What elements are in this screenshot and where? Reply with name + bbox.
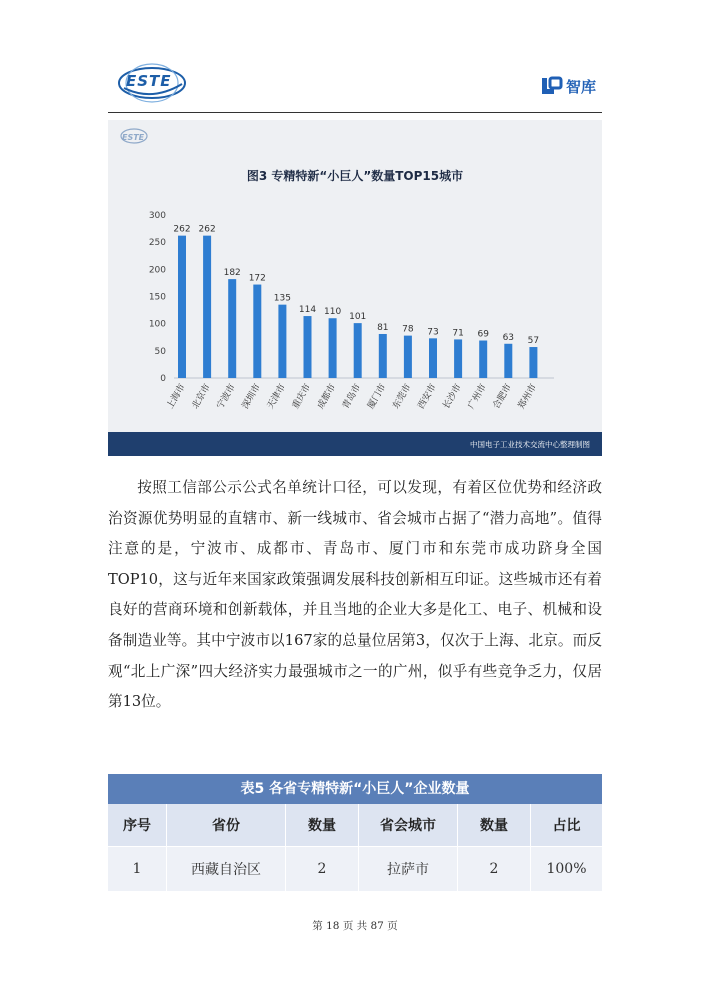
bar <box>404 336 412 378</box>
chart-watermark-text: ESTE <box>122 133 145 142</box>
y-tick-label: 250 <box>148 238 166 249</box>
table-title: 表5 各省专精特新“小巨人”企业数量 <box>108 774 602 804</box>
header-divider <box>108 112 602 113</box>
bars <box>173 225 539 378</box>
col-header-count: 数量 <box>286 804 359 847</box>
cell-count: 2 <box>286 847 359 892</box>
bar-value-label: 262 <box>173 224 191 235</box>
col-header-index: 序号 <box>108 804 167 847</box>
cell-capital-count: 2 <box>458 847 531 892</box>
category-label: 北京市 <box>190 382 213 411</box>
bar <box>379 334 387 378</box>
bar-value-label: 114 <box>298 305 317 316</box>
bar <box>278 305 286 378</box>
body-text <box>108 473 602 718</box>
bar <box>454 339 462 378</box>
table-header-row <box>108 804 602 847</box>
y-tick-label: 300 <box>148 211 166 221</box>
bar <box>178 236 186 378</box>
category-label: 重庆市 <box>290 382 314 411</box>
bar <box>253 285 261 378</box>
chart-panel <box>108 120 602 456</box>
category-label: 长沙市 <box>441 382 464 411</box>
chart-watermark-logo <box>121 129 147 143</box>
bar-value-label: 81 <box>377 322 389 333</box>
bar <box>329 318 337 378</box>
bar-value-label: 71 <box>452 328 464 339</box>
bar <box>479 341 487 378</box>
bar-value-label: 135 <box>273 293 291 304</box>
table-row <box>108 847 602 892</box>
col-header-capital-count: 数量 <box>458 804 531 847</box>
category-label: 青岛市 <box>341 382 364 411</box>
y-tick-label: 150 <box>148 292 166 303</box>
cell-index: 1 <box>108 847 167 892</box>
category-label: 成都市 <box>316 382 339 411</box>
page-footer: 第 18 页 共 87 页 <box>312 920 398 932</box>
y-tick-label: 50 <box>154 346 166 357</box>
bar-value-label: 110 <box>324 307 342 318</box>
bar <box>504 344 512 378</box>
body-paragraph: 按照工信部公示公式名单统计口径，可以发现，有着区位优势和经济政治资源优势明显的直辖市、新一线城市、省会城市占据了“潜力高地”。值得注意的是，宁波市、成都市、青岛市、厦门市和东莞市成功跻身全国TOP10，这与近年来国家政策强调发展科技创新相互印证。这些城市还有着良好的营商环境和创新载体，并且当地的企业大多是化工、电子、机械和设备制造业等。其中宁波市以167家的总量位居第3，仅次于上海、北京。而反观“北上广深”四大经济实力最强城市之一的广州，似乎有些竞争乏力，仅居第13位。 <box>108 479 602 711</box>
bar <box>354 323 362 378</box>
este-logo-text: ESTE <box>126 72 172 90</box>
bar <box>203 236 211 378</box>
zhiku-logo-icon <box>541 75 563 97</box>
zhiku-logo-text: 智库 <box>565 77 596 96</box>
bar-value-label: 57 <box>527 336 540 347</box>
chart-title: 图3 专精特新“小巨人”数量TOP15城市 <box>246 169 464 183</box>
category-label: 宁波市 <box>215 382 238 411</box>
y-tick-label: 200 <box>148 265 166 276</box>
category-label: 合肥市 <box>491 382 514 411</box>
bar-value-label: 63 <box>502 332 515 343</box>
category-label: 西安市 <box>416 382 439 411</box>
bar-chart <box>108 120 602 456</box>
bar <box>304 316 312 378</box>
bar-value-label: 78 <box>402 324 414 335</box>
bar-value-label: 69 <box>477 329 489 340</box>
chart-source: 中国电子工业技术交流中心整理制图 <box>470 440 590 449</box>
category-label: 天津市 <box>265 382 288 411</box>
este-logo <box>114 58 190 104</box>
category-label: 厦门市 <box>366 382 389 411</box>
bar <box>529 347 537 378</box>
page-header <box>108 54 602 112</box>
province-table <box>108 774 602 891</box>
col-header-ratio: 占比 <box>531 804 603 847</box>
category-label: 深圳市 <box>240 382 263 411</box>
category-label: 上海市 <box>165 382 188 411</box>
category-label: 郑州市 <box>516 382 539 411</box>
cell-capital: 拉萨市 <box>359 847 458 892</box>
bar-value-label: 101 <box>349 312 367 323</box>
bar-value-label: 172 <box>248 273 266 284</box>
category-label: 广州市 <box>466 382 489 411</box>
col-header-capital: 省会城市 <box>359 804 458 847</box>
x-axis-labels <box>164 382 539 411</box>
bar-value-label: 262 <box>198 224 216 235</box>
bar-value-label: 73 <box>427 327 439 338</box>
bar <box>228 279 236 378</box>
category-label: 东莞市 <box>391 382 414 411</box>
y-tick-label: 0 <box>160 374 166 384</box>
col-header-province: 省份 <box>167 804 286 847</box>
zhiku-logo <box>541 74 596 98</box>
y-tick-label: 100 <box>148 319 166 330</box>
cell-province: 西藏自治区 <box>167 847 286 892</box>
bar <box>429 338 437 378</box>
bar-value-label: 182 <box>223 268 241 279</box>
cell-ratio: 100% <box>531 847 603 892</box>
